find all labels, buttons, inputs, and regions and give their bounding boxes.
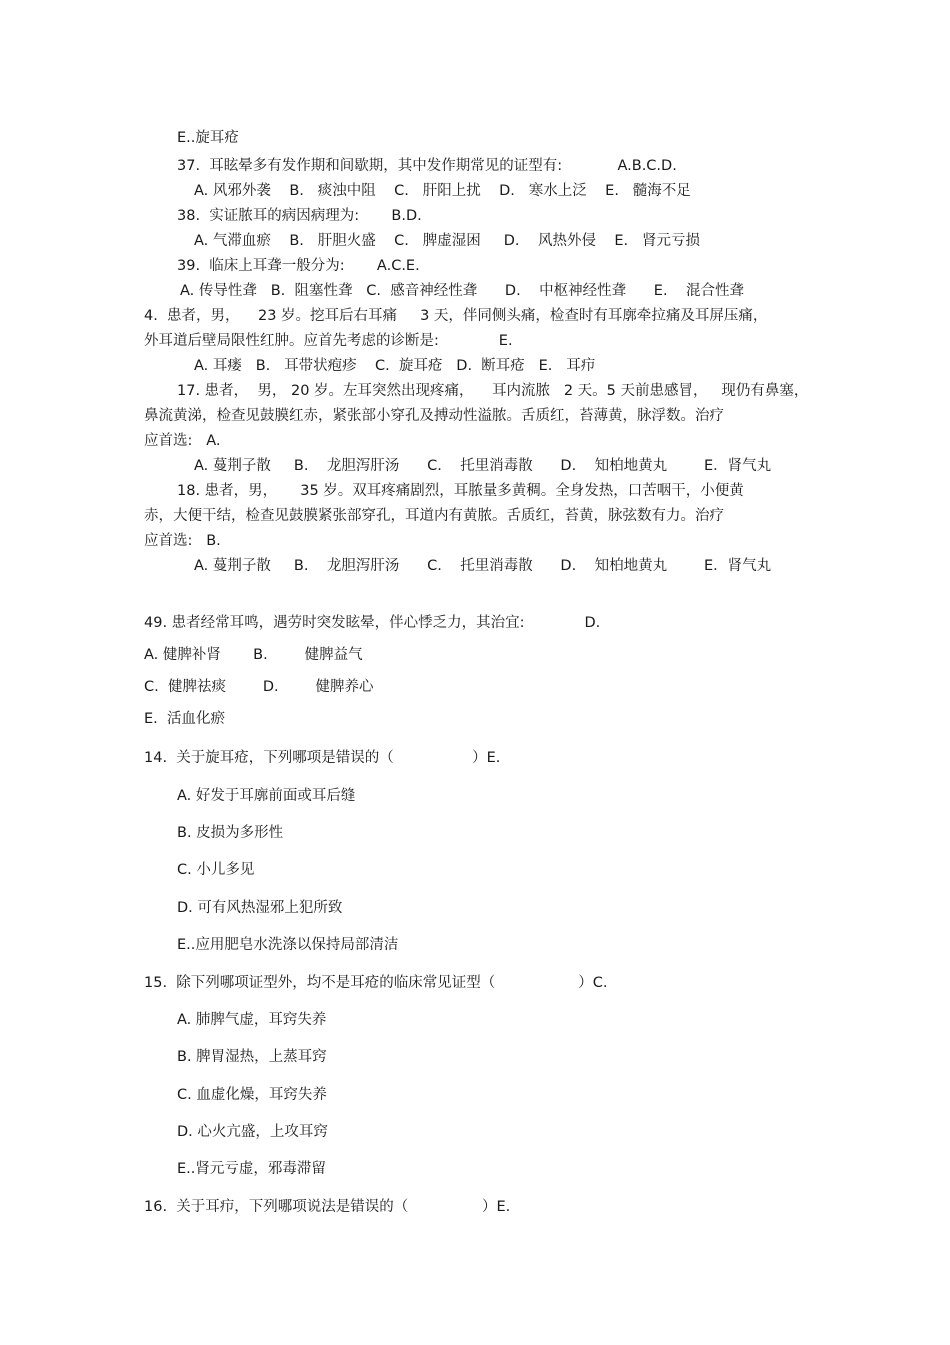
question-38: 38. 实证脓耳的病因病理为: B.D. <box>177 208 422 224</box>
question-16: 16. 关于耳疖，下列哪项说法是错误的（ ）E. <box>144 1199 511 1215</box>
question-49: 49. 患者经常耳鸣，遇劳时突发眩晕，伴心悸乏力，其治宜: D. <box>144 615 601 631</box>
option-line: B. 皮损为多形性 <box>177 825 284 841</box>
option-line: E..应用肥皂水洗涤以保持局部清洁 <box>177 937 399 953</box>
option-line: A. 肺脾气虚，耳窍失养 <box>177 1012 327 1028</box>
question-4-cont: 外耳道后壁局限性红肿。应首先考虑的诊断是: E. <box>144 333 513 349</box>
options-39: A. 传导性聋 B. 阻塞性聋 C. 感音神经性聋 D. 中枢神经性聋 E. 混合性聋 <box>180 283 744 299</box>
option-line: E..肾元亏虚，邪毒滞留 <box>177 1161 326 1177</box>
option-line: C. 血虚化燥，耳窍失养 <box>177 1087 327 1103</box>
option-line: C. 健脾祛痰 D. 健脾养心 <box>144 679 374 695</box>
question-17: 17. 患者， 男， 20 岁。左耳突然出现疼痛， 耳内流脓 2 天。5 天前患感冒， 现仍有鼻塞， <box>177 383 809 399</box>
question-17-cont: 应首选: A. <box>144 433 221 449</box>
question-18: 18. 患者，男， 35 岁。双耳疼痛剧烈，耳脓量多黄稠。全身发热，口苦咽干，小便黄 <box>177 483 744 499</box>
question-39: 39. 临床上耳聋一般分为: A.C.E. <box>177 258 420 274</box>
option-line: E. 活血化瘀 <box>144 711 225 727</box>
text-line: E..旋耳疮 <box>177 130 239 146</box>
option-line: C. 小儿多见 <box>177 862 255 878</box>
question-4: 4. 患者，男， 23 岁。挖耳后右耳痛 3 天，伴同侧头痛，检查时有耳廓牵拉痛及耳屏压痛， <box>144 308 768 324</box>
option-line: A. 好发于耳廓前面或耳后缝 <box>177 788 356 804</box>
question-18-cont: 赤，大便干结，检查见鼓膜紧张部穿孔，耳道内有黄脓。舌质红，苔黄，脉弦数有力。治疗 <box>144 508 724 524</box>
question-15: 15. 除下列哪项证型外，均不是耳疮的临床常见证型（ ）C. <box>144 975 608 991</box>
question-14: 14. 关于旋耳疮，下列哪项是错误的（ ）E. <box>144 750 501 766</box>
options-18: A. 蔓荆子散 B. 龙胆泻肝汤 C. 托里消毒散 D. 知柏地黄丸 E．肾气丸 <box>194 558 772 574</box>
question-18-cont: 应首选: B. <box>144 533 221 549</box>
options-38: A. 气滞血瘀 B. 肝胆火盛 C. 脾虚湿困 D. 风热外侵 E. 肾元亏损 <box>194 233 700 249</box>
option-line: D. 心火亢盛，上攻耳窍 <box>177 1124 328 1140</box>
option-line: D. 可有风热湿邪上犯所致 <box>177 900 343 916</box>
options-4: A. 耳瘘 B. 耳带状疱疹 C. 旋耳疮 D. 断耳疮 E. 耳疖 <box>194 358 596 374</box>
question-37: 37. 耳眩晕多有发作期和间歇期，其中发作期常见的证型有: A.B.C.D. <box>177 158 677 174</box>
options-37: A. 风邪外袭 B. 痰浊中阻 C. 肝阳上扰 D. 寒水上泛 E. 髓海不足 <box>194 183 691 199</box>
option-line: A. 健脾补肾 B. 健脾益气 <box>144 647 363 663</box>
question-17-cont: 鼻流黄涕，检查见鼓膜红赤，紧张部小穿孔及搏动性溢脓。舌质红，苔薄黄，脉浮数。治疗 <box>144 408 724 424</box>
options-17: A. 蔓荆子散 B. 龙胆泻肝汤 C. 托里消毒散 D. 知柏地黄丸 E．肾气丸 <box>194 458 772 474</box>
option-line: B. 脾胃湿热，上蒸耳窍 <box>177 1049 327 1065</box>
